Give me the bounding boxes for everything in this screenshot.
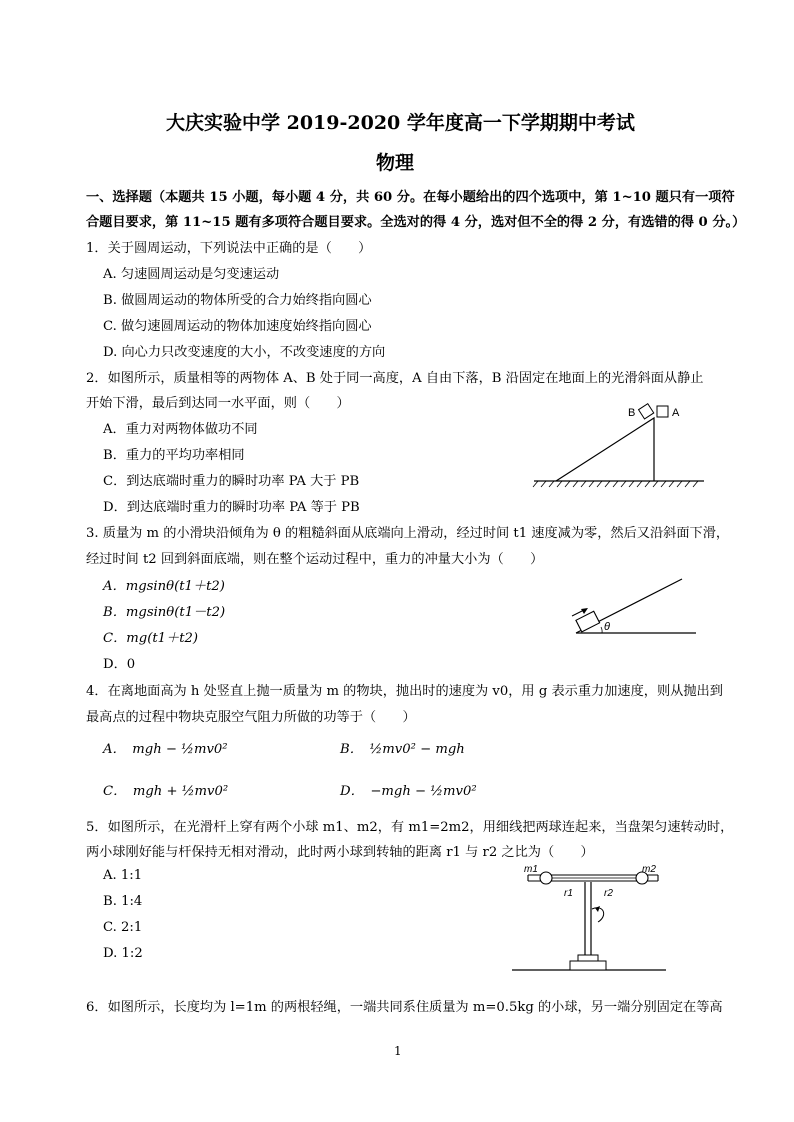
q4-stem-line2: 最高点的过程中物块克服空气阻力所做的功等于（ ）: [86, 710, 416, 725]
q3-stem-line1: 3. 质量为 m 的小滑块沿倾角为 θ 的粗糙斜面从底端向上滑动，经过时间 t1 速度减为零，然后又沿斜面下滑，: [86, 526, 730, 541]
q5-option-d: D. 1:2: [103, 946, 143, 961]
q4-option-c: C． mgh + ½mv0²: [103, 784, 229, 799]
label-r1: r1: [564, 888, 573, 899]
q3-option-a: A．mgsinθ(t1＋t2): [103, 579, 225, 594]
q5-stem-line2: 两小球刚好能与杆保持无相对滑动，此时两小球到转轴的距离 r1 与 r2 之比为（ ）: [86, 845, 594, 860]
label-a: A: [672, 407, 680, 419]
exam-title: 大庆实验中学 2019-2020 学年度高一下学期期中考试: [166, 112, 635, 134]
q3-option-b: B．mgsinθ(t1－t2): [103, 605, 226, 620]
q4-stem-line1: 4．在离地面高为 h 处竖直上抛一质量为 m 的物块，抛出时的速度为 v0，用 g 表示重力加速度，则从抛出到: [86, 684, 723, 699]
q4-option-a: A． mgh − ½mv0²: [103, 742, 228, 757]
q5-rotation-figure: [508, 860, 668, 976]
q2-option-d: D．到达底端时重力的瞬时功率 PA 等于 PB: [103, 500, 360, 515]
q1-stem: 1．关于圆周运动，下列说法中正确的是（ ）: [86, 241, 372, 256]
slider-block: [576, 611, 600, 632]
q2-stem-line1: 2．如图所示，质量相等的两物体 A、B 处于同一高度，A 自由下落，B 沿固定在地面上的光滑斜面从静止: [86, 371, 704, 386]
block-b: [639, 404, 654, 419]
section-instructions-line2: 合题目要求，第 11~15 题有多项符合题目要求。全选对的得 4 分，选对但不全的得 2 分，有选错的得 0 分。）: [86, 215, 746, 230]
label-m1: m1: [524, 864, 538, 875]
q5-option-c: C. 2:1: [103, 920, 143, 935]
angle-theta-label: θ: [604, 621, 610, 633]
label-b: B: [628, 407, 636, 419]
q2-option-c: C．到达底端时重力的瞬时功率 PA 大于 PB: [103, 474, 360, 489]
page-number: 1: [394, 1044, 402, 1058]
q2-option-a: A．重力对两物体做功不同: [103, 422, 258, 437]
q4-option-b: B． ½mv0² − mgh: [340, 742, 465, 757]
q2-stem-line2: 开始下滑，最后到达同一水平面，则（ ）: [86, 396, 350, 411]
q5-option-b: B. 1:4: [103, 894, 143, 909]
q3-stem-line2: 经过时间 t2 回到斜面底端，则在整个运动过程中，重力的冲量大小为（ ）: [86, 552, 544, 567]
ball-m1: [540, 872, 552, 884]
label-r2: r2: [604, 888, 613, 899]
q3-incline-figure: [562, 572, 702, 638]
q3-option-c: C．mg(t1＋t2): [103, 631, 199, 646]
q1-option-c: C. 做匀速圆周运动的物体加速度始终指向圆心: [103, 319, 372, 334]
q5-stem-line1: 5．如图所示，在光滑杆上穿有两个小球 m1、m2，有 m1=2m2，用细线把两球连起来，当盘架匀速转动时，: [86, 820, 734, 835]
q2-incline-figure: [530, 398, 710, 490]
label-m2: m2: [642, 864, 656, 875]
q5-option-a: A. 1:1: [103, 868, 143, 883]
q4-option-d: D． −mgh − ½mv0²: [340, 784, 477, 799]
q3-option-d: D．0: [103, 657, 136, 672]
q1-option-a: A. 匀速圆周运动是匀变速运动: [103, 267, 280, 282]
q1-option-d: D. 向心力只改变速度的大小，不改变速度的方向: [103, 345, 386, 360]
block-a: [657, 406, 668, 417]
q2-option-b: B．重力的平均功率相同: [103, 448, 245, 463]
q6-stem-line1: 6．如图所示，长度均为 l=1m 的两根轻绳，一端共同系住质量为 m=0.5kg 的小球，另一端分别固定在等高: [86, 1000, 723, 1015]
section-instructions-line1: 一、选择题（本题共 15 小题，每小题 4 分，共 60 分。在每小题给出的四个选项中，第 1~10 题只有一项符: [86, 190, 735, 205]
q1-option-b: B. 做圆周运动的物体所受的合力始终指向圆心: [103, 293, 372, 308]
subject-title: 物理: [376, 152, 415, 174]
rotation-arrow-icon: [595, 906, 600, 912]
